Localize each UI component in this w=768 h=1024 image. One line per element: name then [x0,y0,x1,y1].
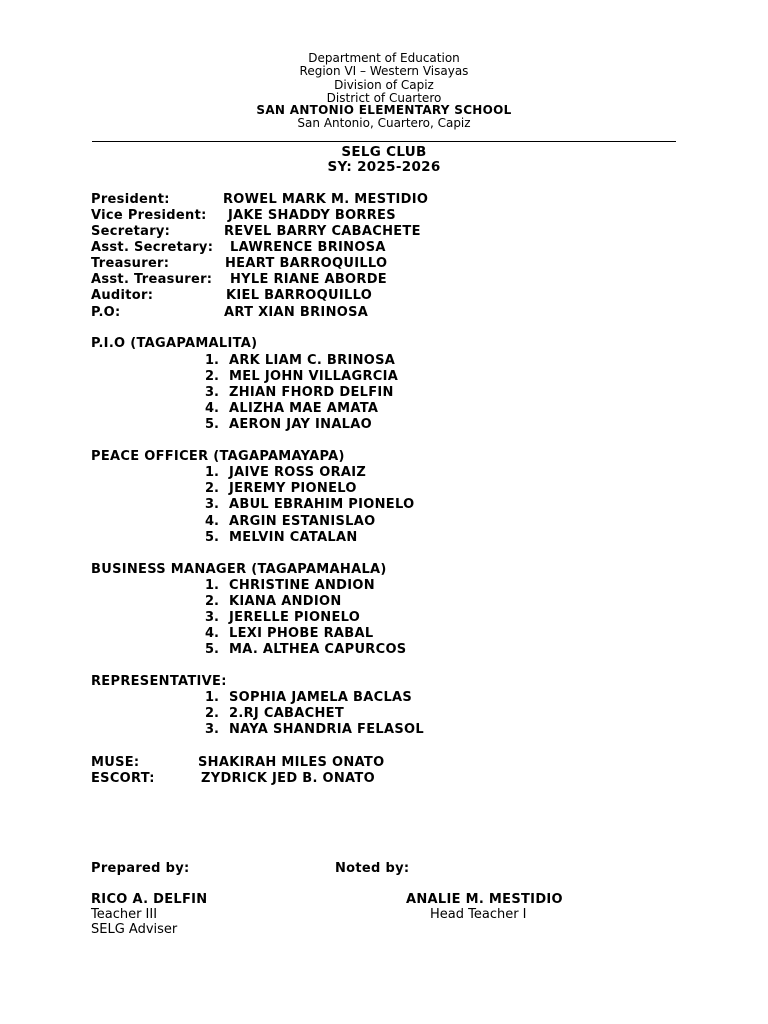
officer-name: ART XIAN BRINOSA [224,305,369,320]
officer-name: ROWEL MARK M. MESTIDIO [223,192,429,207]
officer-role: Treasurer: [91,256,170,271]
preparer-name: RICO A. DELFIN [91,892,208,907]
officer-role: P.O: [91,305,121,320]
header-school: SAN ANTONIO ELEMENTARY SCHOOL [256,103,512,117]
group-heading: BUSINESS MANAGER (TAGAPAMAHALA) [91,562,387,577]
member-number: 4. [205,401,219,416]
member-name: ARGIN ESTANISLAO [229,514,376,529]
member-name: MA. ALTHEA CAPURCOS [229,642,407,657]
member-name: JAIVE ROSS ORAIZ [229,465,367,480]
header-divider [92,141,676,142]
muse-name: SHAKIRAH MILES ONATO [198,755,385,770]
member-number: 5. [205,417,219,432]
preparer-position: Teacher III [91,907,158,922]
noter-position: Head Teacher I [430,907,527,922]
member-name: ZHIAN FHORD DELFIN [229,385,394,400]
member-name: ABUL EBRAHIM PIONELO [229,497,415,512]
escort-label: ESCORT: [91,771,155,786]
member-name: JEREMY PIONELO [229,481,357,496]
header-division: Division of Capiz [334,78,434,92]
member-number: 2. [205,369,219,384]
noted-by-label: Noted by: [335,861,410,876]
member-name: 2.RJ CABACHET [229,706,344,721]
member-number: 4. [205,626,219,641]
header-region: Region VI – Western Visayas [299,64,469,78]
member-number: 1. [205,578,219,593]
member-name: NAYA SHANDRIA FELASOL [229,722,424,737]
member-name: SOPHIA JAMELA BACLAS [229,690,413,705]
member-name: MEL JOHN VILLAGRCIA [229,369,399,384]
officer-role: Vice President: [91,208,207,223]
header-district: District of Cuartero [326,91,442,105]
member-name: JERELLE PIONELO [229,610,361,625]
noter-name: ANALIE M. MESTIDIO [406,892,563,907]
officer-name: JAKE SHADDY BORRES [228,208,396,223]
officer-name: KIEL BARROQUILLO [226,288,373,303]
member-name: ARK LIAM C. BRINOSA [229,353,396,368]
officer-role: Secretary: [91,224,171,239]
member-number: 3. [205,385,219,400]
member-number: 2. [205,706,219,721]
header-department: Department of Education [308,51,460,65]
school-year: SY: 2025-2026 [327,159,441,175]
member-name: AERON JAY INALAO [229,417,372,432]
member-number: 3. [205,610,219,625]
group-heading: P.I.O (TAGAPAMALITA) [91,336,258,351]
member-number: 1. [205,690,219,705]
club-title: SELG CLUB [341,144,427,160]
header-address: San Antonio, Cuartero, Capiz [297,116,471,130]
member-name: ALIZHA MAE AMATA [229,401,379,416]
muse-label: MUSE: [91,755,140,770]
officer-role: Asst. Secretary: [91,240,214,255]
member-name: KIANA ANDION [229,594,342,609]
officer-role: Asst. Treasurer: [91,272,213,287]
member-number: 1. [205,353,219,368]
member-number: 1. [205,465,219,480]
member-number: 2. [205,481,219,496]
escort-name: ZYDRICK JED B. ONATO [201,771,375,786]
member-name: CHRISTINE ANDION [229,578,375,593]
member-number: 4. [205,514,219,529]
member-number: 5. [205,530,219,545]
officer-name: HYLE RIANE ABORDE [230,272,387,287]
member-number: 5. [205,642,219,657]
group-heading: REPRESENTATIVE: [91,674,227,689]
member-number: 2. [205,594,219,609]
member-number: 3. [205,722,219,737]
preparer-role: SELG Adviser [91,922,178,937]
group-heading: PEACE OFFICER (TAGAPAMAYAPA) [91,449,345,464]
member-name: LEXI PHOBE RABAL [229,626,374,641]
officer-name: HEART BARROQUILLO [225,256,388,271]
prepared-by-label: Prepared by: [91,861,190,876]
officer-role: Auditor: [91,288,154,303]
member-number: 3. [205,497,219,512]
officer-name: REVEL BARRY CABACHETE [224,224,421,239]
officer-role: President: [91,192,170,207]
officer-name: LAWRENCE BRINOSA [230,240,386,255]
member-name: MELVIN CATALAN [229,530,358,545]
